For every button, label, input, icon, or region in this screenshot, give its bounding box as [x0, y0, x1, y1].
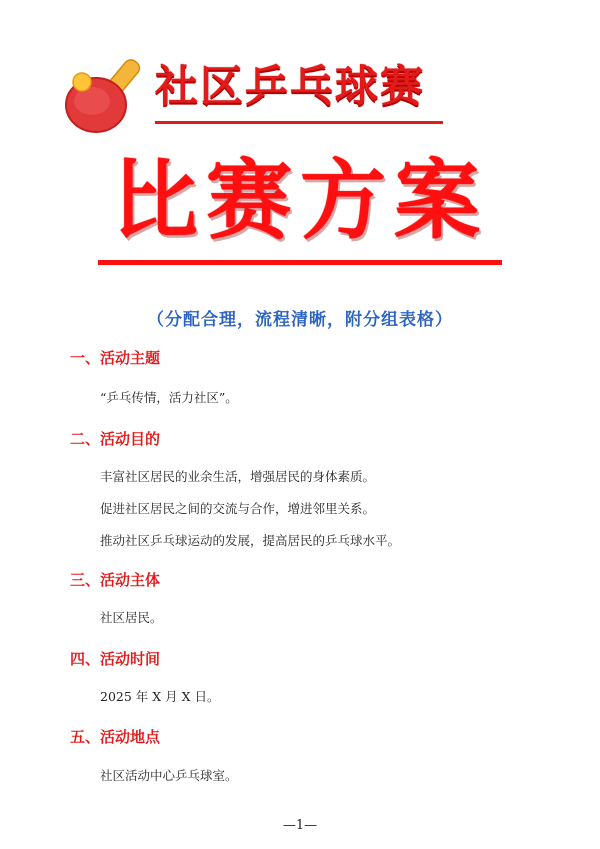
- page-number: —1—: [282, 818, 318, 833]
- section-text-purpose-1: 丰富社区居民的业余生活，增强居民的身体素质。: [100, 469, 376, 484]
- section-heading-purpose: 二、活动目的: [70, 430, 161, 448]
- subtitle: （分配合理，流程清晰，附分组表格）: [147, 310, 453, 330]
- section-heading-location: 五、活动地点: [70, 728, 161, 746]
- section-text-participants: 社区居民。: [100, 610, 163, 625]
- title-underline: [155, 121, 443, 124]
- section-text-time: 2025 年 X 月 X 日。: [100, 689, 220, 704]
- main-title: 比赛方案: [112, 151, 488, 251]
- section-heading-theme: 一、活动主题: [70, 349, 161, 367]
- event-title: 社区乒乓球赛: [155, 62, 425, 112]
- section-text-purpose-2: 促进社区居民之间的交流与合作，增进邻里关系。: [100, 501, 376, 516]
- section-text-theme: “乒乓传情，活力社区”。: [100, 390, 238, 405]
- main-title-underline: [98, 260, 502, 265]
- ping-pong-paddle-icon: [62, 55, 152, 137]
- section-heading-time: 四、活动时间: [70, 650, 161, 668]
- section-heading-participants: 三、活动主体: [70, 571, 161, 589]
- section-text-purpose-3: 推动社区乒乓球运动的发展，提高居民的乒乓球水平。: [100, 533, 401, 548]
- section-text-location: 社区活动中心乒乓球室。: [100, 768, 238, 783]
